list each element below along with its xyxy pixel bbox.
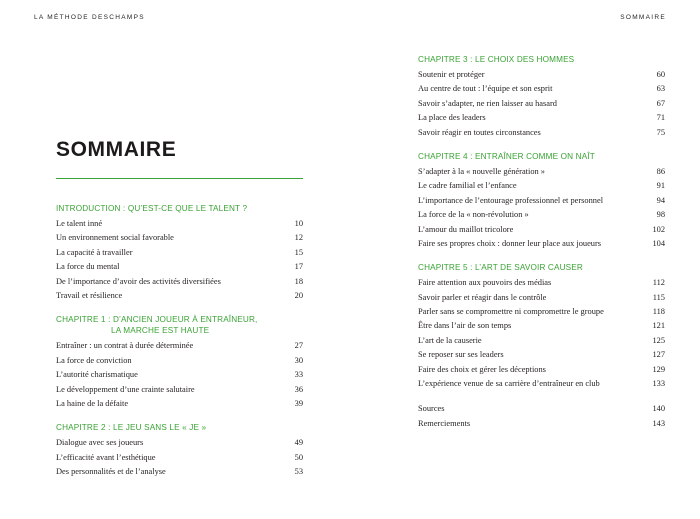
- toc-entry: [418, 291, 665, 305]
- toc-entry-page-number: 140: [652, 404, 665, 414]
- toc-entry-page-number: 115: [652, 292, 665, 302]
- chapter-heading-line: CHAPITRE 2 : LE JEU SANS LE « JE »: [56, 423, 207, 433]
- toc-entry-page-number: 63: [656, 84, 665, 94]
- toc-entry: [56, 383, 303, 397]
- toc-entries: [56, 436, 303, 479]
- toc-entry-label: La force du mental: [56, 262, 120, 272]
- chapter-heading-line: CHAPITRE 3 : LE CHOIX DES HOMMES: [418, 55, 575, 64]
- toc-entry-page-number: 104: [652, 238, 665, 248]
- toc-entries: [418, 402, 665, 431]
- toc-entry: [418, 402, 665, 416]
- toc-entry: [56, 246, 303, 260]
- toc-entry: [418, 126, 665, 140]
- page-title: SOMMAIRE: [56, 138, 177, 161]
- toc-entry-label: Un environnement social favorable: [56, 233, 174, 243]
- toc-entry: [418, 276, 665, 290]
- toc-entry-page-number: 33: [294, 370, 303, 380]
- chapter-heading: [418, 54, 665, 65]
- toc-entry-label: De l’importance d’avoir des activités diversifiées: [56, 276, 221, 286]
- toc-entry-label: L’art de la causerie: [418, 335, 482, 345]
- toc-entry-page-number: 18: [294, 276, 303, 286]
- toc-entry-label: Dialogue avec ses joueurs: [56, 438, 144, 448]
- toc-entry-label: Le développement d’une crainte salutaire: [56, 384, 195, 394]
- toc-entry: [418, 165, 665, 179]
- toc-entry-page-number: 15: [294, 247, 303, 257]
- toc-entry: [418, 208, 665, 222]
- toc-entry-page-number: 10: [294, 219, 303, 228]
- toc-entry: [418, 111, 665, 125]
- toc-entry: [418, 82, 665, 96]
- toc-entry-label: L’expérience venue de sa carrière d’entraîneur en club: [418, 379, 600, 389]
- toc-entry: [56, 289, 303, 303]
- toc-entry-label: Travail et résilience: [56, 290, 123, 300]
- toc-entry-label: Se reposer sur ses leaders: [418, 350, 504, 360]
- toc-entry-label: S’adapter à la « nouvelle génération »: [418, 166, 545, 176]
- toc-entry-page-number: 53: [294, 467, 303, 477]
- title-divider: [56, 178, 303, 179]
- toc-entry-page-number: 49: [294, 438, 303, 448]
- toc-entry-label: Faire ses propres choix : donner leur place aux joueurs: [418, 238, 602, 248]
- toc-entry-page-number: 91: [656, 181, 665, 191]
- running-head-right: SOMMAIRE: [620, 14, 666, 21]
- toc-entries: [418, 165, 665, 251]
- toc-entry: [56, 275, 303, 289]
- toc-entry-page-number: 27: [294, 341, 303, 351]
- toc-entry-label: Savoir parler et réagir dans le contrôle: [418, 292, 547, 302]
- toc-entry: [418, 305, 665, 319]
- toc-entry: [418, 237, 665, 251]
- left-table-of-contents: [56, 203, 303, 490]
- toc-entry: [56, 465, 303, 479]
- toc-entry: [418, 194, 665, 208]
- toc-entry-label: Des personnalités et de l’analyse: [56, 467, 166, 477]
- toc-entry: [56, 231, 303, 245]
- toc-entry-label: Savoir s’adapter, ne rien laisser au hasard: [418, 98, 557, 108]
- toc-section: [418, 54, 665, 140]
- toc-entry-label: La force de conviction: [56, 355, 132, 365]
- chapter-heading: [418, 262, 665, 273]
- toc-section: [418, 151, 665, 251]
- toc-entry-page-number: 143: [652, 418, 665, 428]
- toc-entry-label: Le cadre familial et l’enfance: [418, 181, 517, 191]
- toc-entry: [56, 339, 303, 353]
- chapter-heading-line: CHAPITRE 5 : L’ART DE SAVOIR CAUSER: [418, 263, 583, 273]
- toc-section: [418, 262, 665, 391]
- toc-entry-page-number: 39: [294, 398, 303, 408]
- toc-entry-label: Être dans l’air de son temps: [418, 321, 512, 331]
- chapter-heading-line: CHAPITRE 4 : ENTRAÎNER COMME ON NAÎT: [418, 151, 595, 161]
- toc-section: [56, 422, 303, 479]
- toc-entry: [56, 368, 303, 382]
- toc-entry-page-number: 50: [294, 452, 303, 462]
- toc-section: [56, 203, 303, 303]
- toc-entry-page-number: 133: [652, 379, 665, 389]
- toc-entry-label: Soutenir et protéger: [418, 70, 485, 79]
- toc-entry: [418, 68, 665, 82]
- toc-entry-page-number: 129: [652, 364, 665, 374]
- toc-entry: [418, 348, 665, 362]
- chapter-heading: [418, 151, 665, 162]
- toc-entry-page-number: 36: [294, 384, 303, 394]
- toc-entry-label: La capacité à travailler: [56, 247, 133, 257]
- toc-entry-page-number: 17: [294, 262, 303, 272]
- toc-entry-page-number: 127: [652, 350, 665, 360]
- toc-entry-page-number: 20: [294, 290, 303, 300]
- toc-entry-page-number: 86: [656, 166, 665, 176]
- toc-entry-label: L’autorité charismatique: [56, 370, 138, 380]
- chapter-heading: [56, 314, 303, 336]
- toc-entry-label: Au centre de tout : l’équipe et son esprit: [418, 84, 553, 94]
- toc-entry-label: Sources: [418, 404, 445, 414]
- toc-entry-label: Remerciements: [418, 418, 471, 428]
- toc-entry: [418, 334, 665, 348]
- toc-entry: [418, 223, 665, 237]
- chapter-heading-line: INTRODUCTION : QU’EST-CE QUE LE TALENT ?: [56, 204, 248, 213]
- toc-entry: [418, 179, 665, 193]
- toc-entry: [418, 363, 665, 377]
- chapter-heading-line: CHAPITRE 1 : D’ANCIEN JOUEUR À ENTRAÎNEUR,: [56, 315, 258, 325]
- toc-entry-label: L’amour du maillot tricolore: [418, 224, 514, 234]
- toc-entry: [418, 97, 665, 111]
- toc-entry: [56, 451, 303, 465]
- toc-entry-page-number: 98: [656, 210, 665, 220]
- toc-entry: [56, 436, 303, 450]
- toc-entry-page-number: 60: [656, 70, 665, 79]
- toc-entry-label: La place des leaders: [418, 113, 486, 123]
- toc-entry-page-number: 67: [656, 98, 665, 108]
- chapter-heading: [56, 203, 303, 214]
- running-head-left: LA MÉTHODE DESCHAMPS: [34, 14, 145, 21]
- chapter-heading: [56, 422, 303, 433]
- toc-entry: [56, 397, 303, 411]
- toc-entry-page-number: 71: [656, 113, 665, 123]
- toc-entry-page-number: 12: [294, 233, 303, 243]
- toc-entry-label: Faire des choix et gérer les déceptions: [418, 364, 546, 374]
- toc-entry-label: Savoir réagir en toutes circonstances: [418, 127, 541, 137]
- toc-entry: [56, 260, 303, 274]
- toc-entry-label: Entraîner : un contrat à durée déterminée: [56, 341, 194, 351]
- toc-entry-label: La force de la « non-révolution »: [418, 210, 529, 220]
- toc-entry-label: Parler sans se compromettre ni compromettre le groupe: [418, 307, 604, 317]
- toc-entry-page-number: 112: [652, 278, 665, 288]
- toc-entry-label: La haine de la défaite: [56, 398, 129, 408]
- chapter-heading-line: LA MARCHE EST HAUTE: [111, 326, 210, 336]
- toc-entry-page-number: 75: [656, 127, 665, 137]
- toc-section: [56, 314, 303, 411]
- toc-entry-page-number: 125: [652, 335, 665, 345]
- toc-entry: [418, 417, 665, 431]
- toc-entry: [418, 377, 665, 391]
- toc-entry-page-number: 102: [652, 224, 665, 234]
- toc-section: [418, 402, 665, 431]
- toc-entry-label: L’efficacité avant l’esthétique: [56, 452, 156, 462]
- toc-entries: [56, 217, 303, 303]
- toc-entry: [418, 319, 665, 333]
- toc-entry-label: Faire attention aux pouvoirs des médias: [418, 278, 552, 288]
- toc-entries: [56, 339, 303, 411]
- toc-entry-page-number: 94: [656, 195, 665, 205]
- toc-entry: [56, 354, 303, 368]
- toc-entries: [418, 276, 665, 391]
- toc-entry-label: L’importance de l’entourage professionnel et personnel: [418, 195, 604, 205]
- right-table-of-contents: [418, 54, 665, 442]
- toc-entry-label: Le talent inné: [56, 219, 103, 228]
- toc-entry: [56, 217, 303, 231]
- toc-entry-page-number: 118: [652, 307, 665, 317]
- toc-entry-page-number: 121: [652, 321, 665, 331]
- toc-entry-page-number: 30: [294, 355, 303, 365]
- toc-entries: [418, 68, 665, 140]
